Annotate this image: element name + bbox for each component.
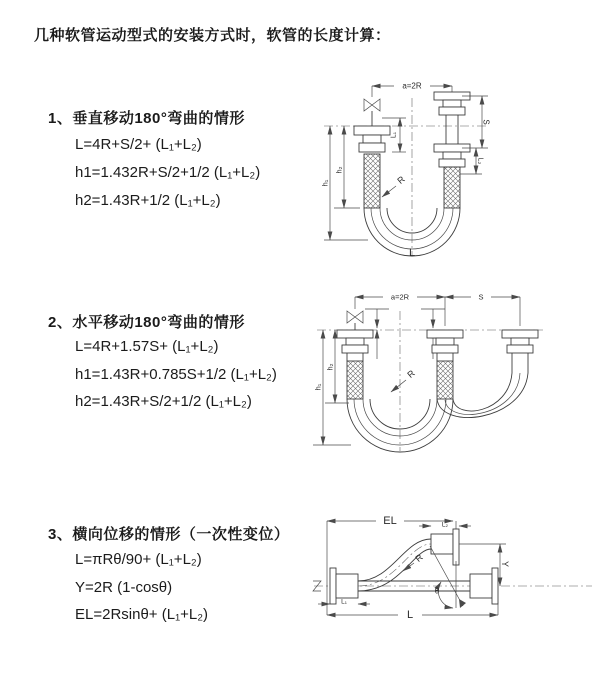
section-2-formula-L: L=4R+1.57S+ (L₁+L₂): [75, 338, 219, 355]
dim-label-length: L: [408, 247, 416, 259]
section-2-formula-h2: h2=1.43R+S/2+1/2 (L₁+L₂): [75, 393, 252, 410]
section-2-formula-h1: h1=1.43R+0.785S+1/2 (L₁+L₂): [75, 366, 277, 383]
section-1-formula-h2: h2=1.43R+1/2 (L₁+L₂): [75, 192, 221, 209]
right-flange-assembly: [502, 330, 538, 373]
section-3-formula-Y: Y=2R (1-cosθ): [75, 579, 173, 596]
dim-label-a2r: a=2R: [390, 292, 410, 302]
dim-label-y: Y: [500, 560, 510, 568]
left-flange-assembly: [337, 330, 373, 399]
dim-label-l1: L₁: [341, 598, 347, 606]
dim-label-h1: h₁: [313, 383, 323, 391]
dim-label-a2r: a=2R: [402, 81, 422, 91]
dimension-l1: [318, 599, 370, 606]
angle-label: θ: [434, 586, 440, 596]
dim-label-length: L: [406, 609, 414, 621]
middle-flange-assembly: [427, 330, 463, 399]
angle-theta: [430, 546, 466, 608]
section-3-formula-EL: EL=2Rsinθ+ (L₁+L₂): [75, 606, 209, 623]
section-1-heading: 1、垂直移动180°弯曲的情形: [48, 110, 245, 127]
upper-flange-assembly: [431, 529, 459, 565]
dim-label-s: S: [478, 292, 484, 302]
page-title: 几种软管运动型式的安装方式时，软管的长度计算：: [34, 27, 391, 44]
left-flange-assembly: [354, 126, 390, 208]
radius-label: R: [413, 552, 425, 564]
dimension-s: [462, 96, 491, 148]
dim-label-el: EL: [383, 515, 397, 527]
dim-label-h2: h₂: [325, 363, 335, 371]
dim-label-l2: L₂: [441, 521, 449, 529]
radius-callout: [391, 368, 417, 392]
section-1-formula-L: L=4R+S/2+ (L₁+L₂): [75, 136, 202, 153]
right-flange-assembly: [470, 568, 498, 604]
diagram-lateral-displacement: [300, 496, 600, 654]
section-3-heading: 3、横向位移的情形（一次性变位）: [48, 526, 290, 543]
dim-label-l1: L₁: [390, 131, 398, 139]
radius-label: R: [405, 368, 417, 380]
radius-callout: [382, 174, 407, 197]
dim-label-h1: h₁: [320, 179, 330, 187]
diagram-horizontal-180-bend: [303, 281, 600, 463]
valve-icon: [347, 311, 363, 330]
right-flange-assembly: [434, 92, 470, 208]
hose-displaced: [358, 539, 431, 591]
dim-label-s: S: [481, 119, 491, 125]
radius-label: R: [395, 174, 407, 186]
dim-label-l2: L₂: [476, 157, 484, 165]
section-1-formula-h1: h1=1.432R+S/2+1/2 (L₁+L₂): [75, 164, 261, 181]
dimension-l: [327, 604, 498, 621]
diagram-vertical-180-bend: [308, 76, 600, 260]
section-2-heading: 2、水平移动180°弯曲的情形: [48, 314, 245, 331]
dimension-l2: [419, 522, 471, 529]
dim-label-h2: h₂: [334, 166, 344, 174]
valve-icon: [364, 99, 380, 126]
section-3-formula-L: L=πRθ/90+ (L₁+L₂): [75, 551, 202, 568]
